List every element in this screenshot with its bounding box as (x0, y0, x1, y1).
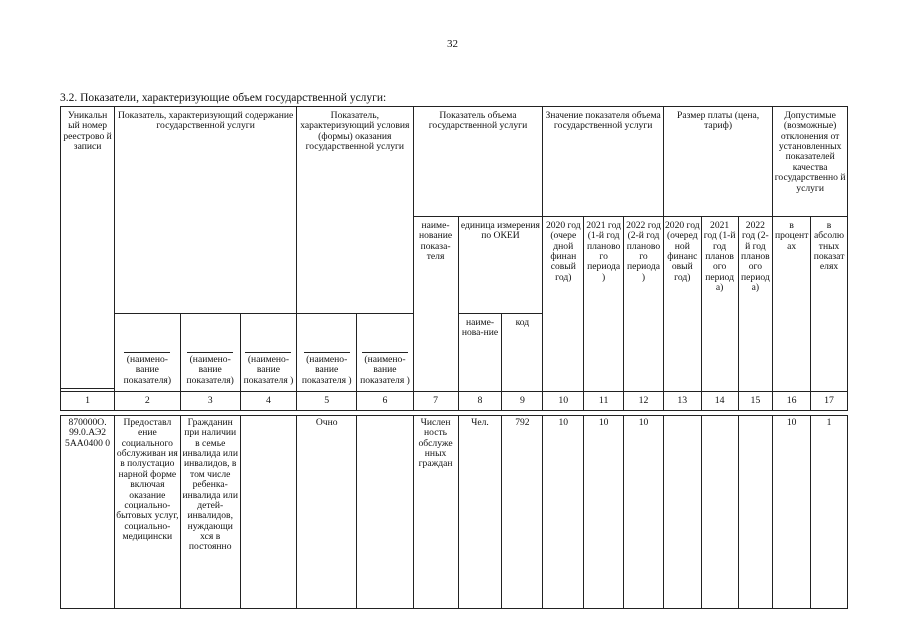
cell-volume-2020: 10 (543, 416, 584, 609)
header-fee-2022: 2022 год (2-й год планов ого период а) (738, 217, 773, 392)
header-fee: Размер платы (цена, тариф) (663, 107, 772, 217)
cell-service-content: Предоставл ение социального обслуживан ия в полустацио нарной форме включая оказание социально-бытовых услуг, социально-медицински (115, 416, 180, 609)
header-deviation-absolute: в абсолю тных показат елях (811, 217, 848, 392)
header-registry: Уникальн ый номер реестрово й записи (61, 107, 115, 389)
indicator-label: (наимено-вание показателя ) (243, 353, 294, 386)
column-number: 11 (584, 392, 624, 411)
column-number: 8 (458, 392, 502, 411)
section-title: 3.2. Показатели, характеризующие объем государственной услуги: (60, 92, 387, 104)
blank-line (124, 352, 170, 353)
cell-volume-name: Числен ность обслуже нных граждан (413, 416, 458, 609)
cell-unit-code: 792 (502, 416, 543, 609)
header-volume-name: наиме-нование показа-теля (413, 217, 458, 392)
indicator-content-3 (240, 314, 296, 392)
column-number: 5 (297, 392, 357, 411)
header-volume-2021: 2021 год (1-й год планово го периода ) (584, 217, 624, 392)
blank-line (362, 352, 408, 353)
header-row-1 (61, 107, 848, 217)
column-number: 6 (357, 392, 413, 411)
page-number: 32 (447, 38, 458, 50)
indicator-content-1 (115, 314, 180, 392)
indicator-label: (наимено-вание показателя ) (360, 353, 410, 386)
header-unit: единица измерения по ОКЕИ (458, 217, 543, 314)
indicator-label: (наимено-вание показателя ) (301, 353, 352, 386)
header-conditions: Показатель, характеризующий условия (формы) оказания государственной услуги (297, 107, 414, 314)
table-row (61, 416, 848, 609)
cell-fee-2022 (738, 416, 773, 609)
indicator-label: (наимено-вание показателя) (123, 353, 172, 386)
cell-fee-2020 (663, 416, 701, 609)
cell-registry-number: 870000О. 99.0.АЭ2 5АА0400 0 (61, 416, 115, 609)
indicator-condition-2 (357, 314, 413, 392)
cell-volume-2021: 10 (584, 416, 624, 609)
header-volume-2020: 2020 год (очере дной финан совый год) (543, 217, 584, 392)
indicator-content-2 (180, 314, 240, 392)
cell-condition-form: Очно (297, 416, 357, 609)
cell-volume-2022: 10 (624, 416, 664, 609)
header-deviation: Допустимые (возможные) отклонения от установленных показателей качества государственно й услуги (773, 107, 848, 217)
column-number: 9 (502, 392, 543, 411)
indicator-label: (наимено-вание показателя) (186, 353, 234, 386)
column-numbers-row (61, 392, 848, 411)
column-number: 15 (738, 392, 773, 411)
column-number: 17 (811, 392, 848, 411)
column-number: 13 (663, 392, 701, 411)
header-fee-2020: 2020 год (очеред ной финанс овый год) (663, 217, 701, 392)
header-volume-2022: 2022 год (2-й год планово го периода ) (624, 217, 664, 392)
cell-recipient-category: Гражданин при наличии в семье инвалида или инвалидов, в том числе ребенка-инвалида или детей-инвалидов, нуждающи хся в постоянно (180, 416, 240, 609)
column-number: 16 (773, 392, 811, 411)
column-number: 7 (413, 392, 458, 411)
cell-content-3 (240, 416, 296, 609)
cell-unit-name: Чел. (458, 416, 502, 609)
column-number: 1 (61, 392, 115, 411)
column-number: 4 (240, 392, 296, 411)
cell-deviation-percent: 10 (773, 416, 811, 609)
header-unit-name: наиме-нова-ние (458, 314, 502, 392)
volume-indicators-table (60, 106, 848, 609)
column-number: 14 (701, 392, 738, 411)
cell-deviation-absolute: 1 (811, 416, 848, 609)
column-number: 3 (180, 392, 240, 411)
column-number: 2 (115, 392, 180, 411)
header-content: Показатель, характеризующий содержание государственной услуги (115, 107, 297, 314)
header-unit-code: код (502, 314, 543, 392)
column-number: 12 (624, 392, 664, 411)
blank-line (304, 352, 350, 353)
cell-condition-2 (357, 416, 413, 609)
column-number: 10 (543, 392, 584, 411)
header-deviation-percent: в процент ах (773, 217, 811, 392)
blank-line (245, 352, 291, 353)
header-volume-value: Значение показателя объема государственной услуги (543, 107, 664, 217)
indicator-condition-1 (297, 314, 357, 392)
blank-line (187, 352, 233, 353)
cell-fee-2021 (701, 416, 738, 609)
header-fee-2021: 2021 год (1-й год планов ого период а) (701, 217, 738, 392)
header-volume: Показатель объема государственной услуги (413, 107, 543, 217)
